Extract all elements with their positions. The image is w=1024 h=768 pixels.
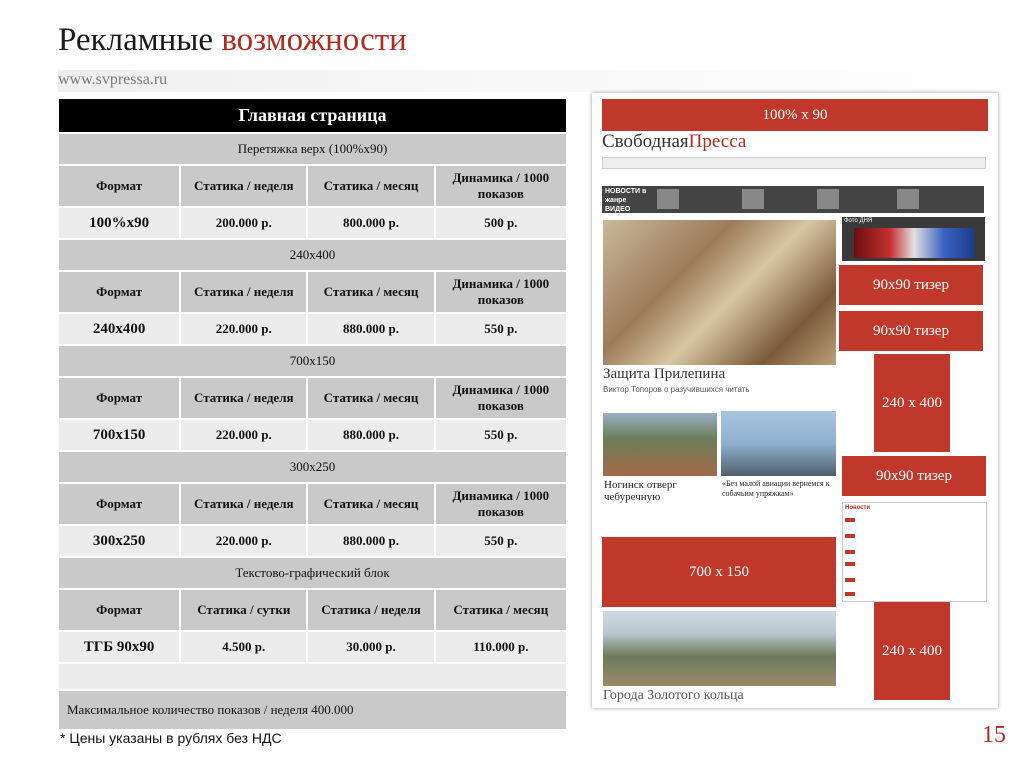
river-image: [603, 611, 836, 686]
banner-240x400-1: 240 x 400: [874, 354, 950, 452]
section-row: [58, 239, 567, 271]
price-cell: 30.000 р.: [307, 631, 434, 663]
news-item: [845, 577, 981, 582]
blank-cell: [58, 663, 567, 690]
news-item: [845, 591, 981, 596]
video-thumb: [742, 189, 764, 209]
news-block: [842, 502, 987, 602]
news-item: [845, 533, 981, 538]
label-row: [58, 377, 567, 419]
price-cell: 4.500 р.: [180, 631, 307, 663]
news-item: [845, 549, 981, 554]
label-cell: Динамика / 1000 показов: [435, 377, 567, 419]
blank-row: [58, 663, 567, 690]
value-row: [58, 313, 567, 345]
label-cell: Формат: [58, 483, 180, 525]
value-row: [58, 631, 567, 663]
label-cell: Статика / месяц: [307, 165, 434, 207]
video-label: НОВОСТИ в жанре ВИДЕО: [605, 188, 647, 213]
label-cell: Динамика / 1000 показов: [435, 271, 567, 313]
price-cell: 220.000 р.: [180, 525, 307, 557]
site-mockup: [592, 93, 998, 708]
bottom-headline: Города Золотого кольца: [603, 688, 744, 703]
label-row: [58, 271, 567, 313]
section-name: 240x400: [58, 239, 567, 271]
price-cell: 880.000 р.: [307, 525, 434, 557]
format-cell: 300x250: [58, 525, 180, 557]
title-part-1: Рекламные: [58, 22, 214, 58]
crowd-image: [603, 413, 717, 476]
banner-700x150: 700 x 150: [602, 537, 836, 607]
header-promo: [916, 133, 986, 157]
value-row: [58, 207, 567, 239]
table-header-row: [58, 98, 567, 133]
label-cell: Статика / месяц: [307, 271, 434, 313]
value-row: [58, 525, 567, 557]
section-name: Перетяжка верх (100%x90): [58, 133, 567, 165]
label-cell: Статика / месяц: [435, 589, 567, 631]
section-name: 700x150: [58, 345, 567, 377]
site-url: www.svpressa.ru: [58, 71, 168, 88]
price-cell: 110.000 р.: [435, 631, 567, 663]
label-cell: Статика / неделя: [180, 165, 307, 207]
section-name: Текстово-графический блок: [58, 557, 567, 589]
price-cell: 200.000 р.: [180, 207, 307, 239]
video-thumb: [657, 189, 679, 209]
label-cell: Статика / месяц: [307, 483, 434, 525]
teaser-banner-1: 90x90 тизер: [839, 265, 983, 305]
nav-bar: [602, 157, 986, 169]
section-row: [58, 451, 567, 483]
max-impressions: Максимальное количество показов / неделя 400.000: [58, 690, 567, 730]
price-cell: 220.000 р.: [180, 313, 307, 345]
footnote: * Цены указаны в рублях без НДС: [60, 730, 282, 746]
section-row: [58, 557, 567, 589]
left-headline: Ногинск отверг чебуречную: [604, 479, 677, 503]
format-cell: 240x400: [58, 313, 180, 345]
title-part-2: возможности: [221, 22, 407, 58]
price-table: [57, 97, 568, 731]
label-cell: Статика / неделя: [180, 271, 307, 313]
label-cell: Динамика / 1000 показов: [435, 483, 567, 525]
format-cell: 700x150: [58, 419, 180, 451]
label-row: [58, 483, 567, 525]
label-cell: Статика / месяц: [307, 377, 434, 419]
label-cell: Формат: [58, 589, 180, 631]
price-cell: 550 р.: [435, 419, 567, 451]
logo-part-2: Пресса: [688, 131, 747, 152]
price-cell: 550 р.: [435, 313, 567, 345]
main-headline: Защита Прилепина: [603, 366, 726, 382]
section-row: [58, 345, 567, 377]
right-headline: «Без малой авиации вернемся к собачьим упряжкам»: [722, 479, 830, 498]
slide-title: [58, 22, 407, 59]
news-item: [845, 561, 981, 566]
price-cell: 880.000 р.: [307, 313, 434, 345]
label-cell: Статика / неделя: [180, 483, 307, 525]
teaser-banner-3: 90x90 тизер: [842, 456, 986, 496]
price-cell: 550 р.: [435, 525, 567, 557]
news-header: Новости: [845, 505, 871, 511]
label-cell: Динамика / 1000 показов: [435, 165, 567, 207]
plane-image: [721, 411, 836, 476]
label-cell: Формат: [58, 271, 180, 313]
price-cell: 800.000 р.: [307, 207, 434, 239]
video-bar: [602, 186, 984, 213]
photo-of-day-image: [854, 228, 974, 258]
banner-240x400-2: 240 x 400: [874, 602, 950, 700]
page-number: 15: [982, 722, 1006, 748]
value-row: [58, 419, 567, 451]
logo-part-1: Свободная: [602, 131, 689, 152]
table-header: Главная страница: [58, 98, 567, 133]
video-thumb: [897, 189, 919, 209]
label-row: [58, 165, 567, 207]
price-cell: 220.000 р.: [180, 419, 307, 451]
label-row: [58, 589, 567, 631]
section-row: [58, 133, 567, 165]
label-cell: Статика / неделя: [307, 589, 434, 631]
nav-bar-secondary: [602, 169, 984, 177]
photo-of-day: [842, 217, 985, 261]
format-cell: ТГБ 90x90: [58, 631, 180, 663]
price-cell: 880.000 р.: [307, 419, 434, 451]
label-cell: Статика / сутки: [180, 589, 307, 631]
url-bar: [58, 70, 1024, 92]
photo-of-day-caption: Фото ДНЯ: [844, 218, 873, 224]
label-cell: Формат: [58, 377, 180, 419]
section-name: 300x250: [58, 451, 567, 483]
label-cell: Формат: [58, 165, 180, 207]
video-thumb: [817, 189, 839, 209]
site-logo: [602, 131, 746, 153]
main-news-image: [603, 220, 836, 365]
price-cell: 500 р.: [435, 207, 567, 239]
main-headline-sub: Виктор Топоров о разучившихся читать: [603, 385, 750, 394]
max-impressions-row: [58, 690, 567, 730]
format-cell: 100%x90: [58, 207, 180, 239]
teaser-banner-2: 90x90 тизер: [839, 311, 983, 351]
label-cell: Статика / неделя: [180, 377, 307, 419]
banner-top: 100% x 90: [602, 99, 988, 131]
news-item: [845, 517, 981, 522]
